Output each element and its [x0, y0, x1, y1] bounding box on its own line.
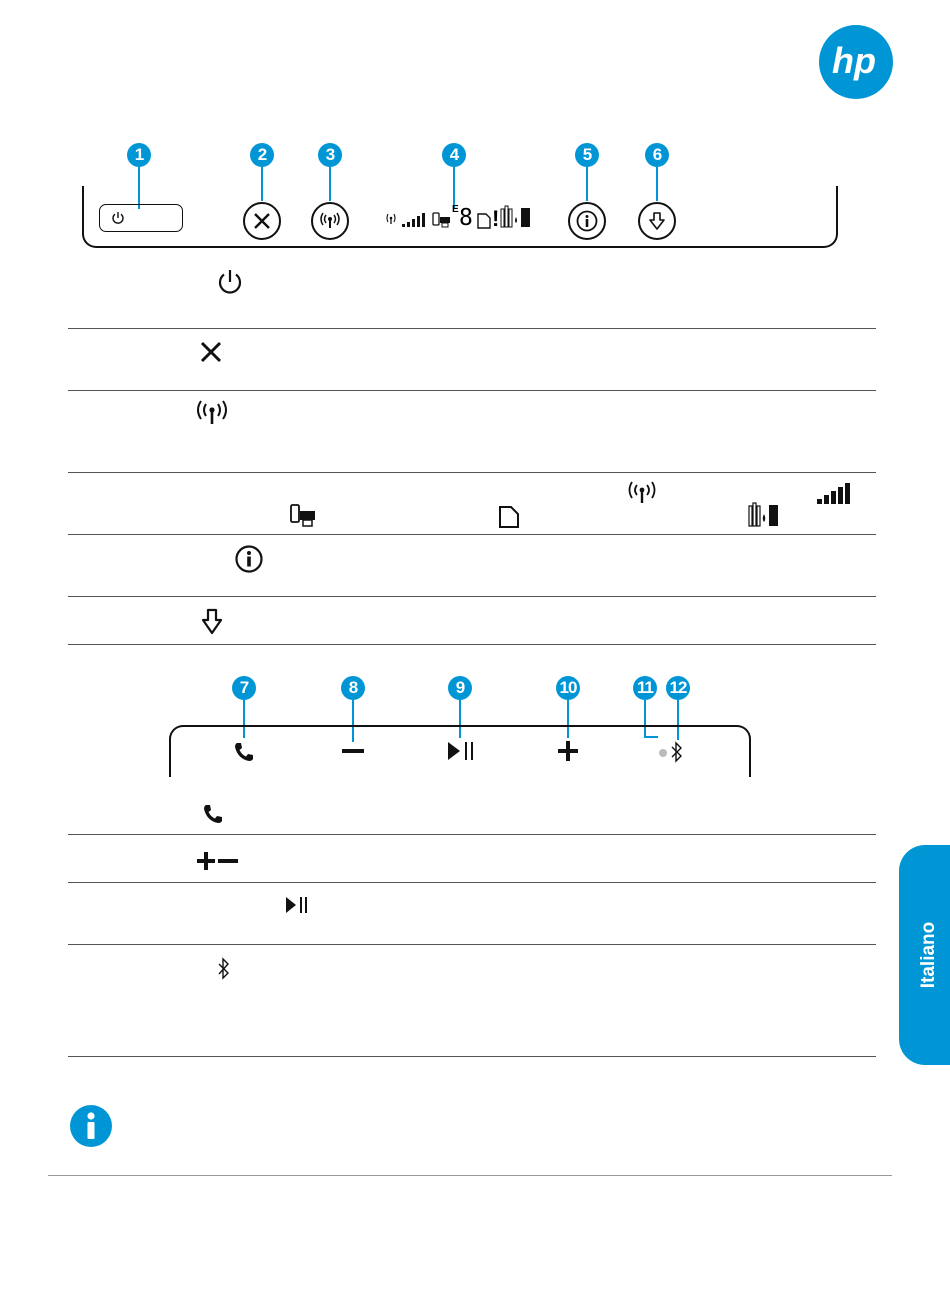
- cancel-icon: [253, 212, 271, 230]
- callout-6: 6: [645, 143, 669, 167]
- minus-icon[interactable]: [341, 747, 365, 755]
- callout-11: 11: [633, 676, 657, 700]
- table-phone-icon: [202, 803, 224, 825]
- table-information-icon: [235, 545, 263, 573]
- table-divider: [68, 1056, 876, 1057]
- error-letter: E: [452, 204, 459, 215]
- table-ink-level-icon: [748, 502, 780, 528]
- wireless-icon: [319, 212, 341, 230]
- table-divider: [68, 644, 876, 645]
- callout-7: 7: [232, 676, 256, 700]
- table-wireless-small-icon: [624, 481, 660, 505]
- alert-mark: !: [492, 206, 500, 231]
- table-bluetooth-icon: [216, 956, 232, 982]
- table-wifi-direct-icon: [289, 503, 317, 529]
- power-icon: [111, 211, 125, 225]
- table-plus-minus-icon: [196, 851, 240, 871]
- table-divider: [68, 534, 876, 535]
- table-signal-bars-icon: [816, 481, 852, 505]
- table-play-pause-icon: [285, 896, 309, 914]
- plus-icon[interactable]: [557, 740, 579, 762]
- resume-button[interactable]: [638, 202, 676, 240]
- document-icon: [477, 213, 491, 229]
- small-wireless-icon: [387, 214, 395, 224]
- callout-5: 5: [575, 143, 599, 167]
- table-wireless-icon: [190, 400, 234, 426]
- bluetooth-icon[interactable]: [669, 740, 685, 764]
- hp-logo-text: hp: [832, 40, 876, 81]
- table-divider: [68, 944, 876, 945]
- hp-logo: [819, 25, 893, 99]
- play-pause-icon[interactable]: [446, 740, 476, 762]
- callout-3: 3: [318, 143, 342, 167]
- note-info-icon: [70, 1105, 112, 1147]
- bluetooth-light: [659, 749, 667, 757]
- table-document-icon: [498, 505, 520, 529]
- callout-12: 12: [666, 676, 690, 700]
- table-divider: [68, 834, 876, 835]
- footer-rule: [48, 1175, 892, 1176]
- cancel-button[interactable]: [243, 202, 281, 240]
- wifi-direct-icon: [432, 211, 452, 229]
- table-power-icon: [217, 268, 243, 296]
- information-icon: [576, 210, 598, 232]
- display-signal-icons: [384, 209, 434, 229]
- callout-4: 4: [442, 143, 466, 167]
- callout-1: 1: [127, 143, 151, 167]
- callout-10: 10: [556, 676, 580, 700]
- callout-2: 2: [250, 143, 274, 167]
- language-tab-label: Italiano: [918, 921, 939, 989]
- table-divider: [68, 390, 876, 391]
- information-button[interactable]: [568, 202, 606, 240]
- signal-bars-icon: [402, 213, 425, 227]
- resume-icon: [648, 211, 666, 231]
- ink-level-icon: [500, 205, 532, 229]
- wireless-button[interactable]: [311, 202, 349, 240]
- callout-8: 8: [341, 676, 365, 700]
- table-divider: [68, 882, 876, 883]
- table-resume-icon: [200, 608, 224, 636]
- table-cancel-icon: [200, 341, 222, 363]
- table-divider: [68, 328, 876, 329]
- table-divider: [68, 596, 876, 597]
- table-divider: [68, 472, 876, 473]
- segment-digit: 8: [459, 205, 473, 231]
- phone-icon[interactable]: [233, 741, 255, 763]
- power-button[interactable]: [99, 204, 183, 232]
- callout-9: 9: [448, 676, 472, 700]
